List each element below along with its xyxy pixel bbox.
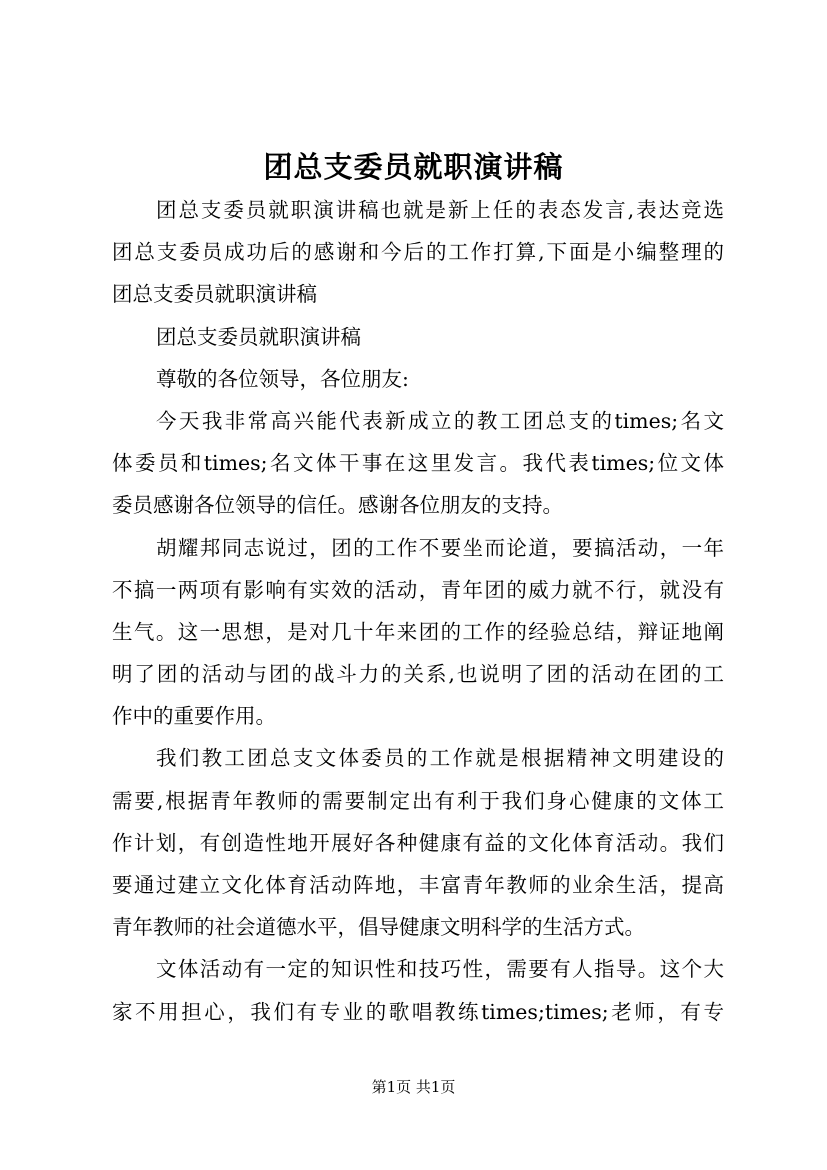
paragraph-line: 要通过建立文化体育活动阵地，丰富青年教师的业余生活，提高	[112, 873, 724, 897]
paragraph-line: 明了团的活动与团的战斗力的关系,也说明了团的活动在团的工	[112, 662, 724, 687]
paragraph-line: 作计划，有创造性地开展好各种健康有益的文化体育活动。我们	[112, 830, 724, 855]
paragraph-line: 委员感谢各位领导的信任。感谢各位朋友的支持。	[112, 493, 563, 518]
page-number-footer: 第1页 共1页	[371, 1078, 456, 1096]
paragraph-line: 需要,根据青年教师的需要制定出有利于我们身心健康的文体工	[112, 788, 724, 813]
paragraph-line: 我们教工团总支文体委员的工作就是根据精神文明建设的	[156, 746, 724, 771]
paragraph-line: 团总支委员就职演讲稿	[112, 282, 317, 307]
paragraph-line: 胡耀邦同志说过，团的工作不要坐而论道，要搞活动，一年	[156, 535, 724, 560]
paragraph-line: 团总支委员就职演讲稿也就是新上任的表态发言,表达竞选	[156, 198, 724, 222]
document-body	[112, 189, 724, 1033]
paragraph-line: 团总支委员成功后的感谢和今后的工作打算,下面是小编整理的	[112, 240, 724, 265]
paragraph-line: 青年教师的社会道德水平，倡导健康文明科学的生活方式。	[112, 915, 645, 940]
paragraph-line: 体委员和times;名文体干事在这里发言。我代表times;位文体	[112, 451, 724, 476]
document-title: 团总支委员就职演讲稿	[263, 150, 564, 184]
paragraph-line: 家不用担心，我们有专业的歌唱教练times;times;老师，有专	[112, 999, 724, 1024]
paragraph-line: 尊敬的各位领导，各位朋友:	[156, 366, 409, 391]
paragraph-line: 今天我非常高兴能代表新成立的教工团总支的times;名文	[156, 408, 724, 433]
paragraph-line: 不搞一两项有影响有实效的活动，青年团的威力就不行，就没有	[112, 577, 724, 602]
paragraph-line: 文体活动有一定的知识性和技巧性，需要有人指导。这个大	[156, 957, 724, 982]
paragraph-line: 团总支委员就职演讲稿	[156, 324, 361, 349]
paragraph-line: 作中的重要作用。	[112, 704, 276, 729]
paragraph-line: 生气。这一思想，是对几十年来团的工作的经验总结，辩证地阐	[112, 619, 724, 644]
